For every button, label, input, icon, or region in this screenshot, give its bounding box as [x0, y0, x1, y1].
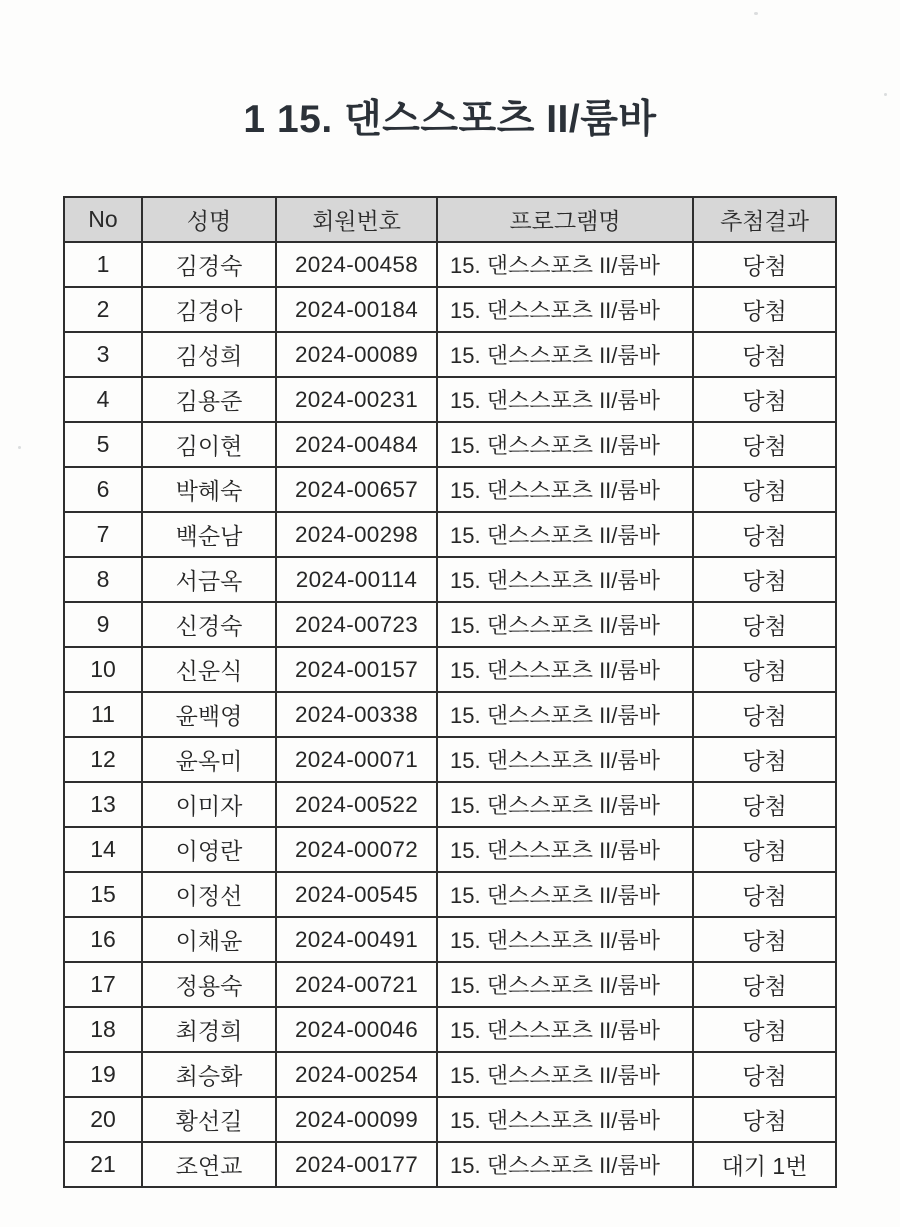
table-cell: 서금옥: [142, 557, 276, 602]
table-cell: 15. 댄스스포츠 II/룸바: [437, 332, 693, 377]
table-cell: 9: [64, 602, 142, 647]
table-cell: 신경숙: [142, 602, 276, 647]
table-cell: 2024-00072: [276, 827, 437, 872]
table-cell: 3: [64, 332, 142, 377]
table-cell: 15. 댄스스포츠 II/룸바: [437, 377, 693, 422]
table-cell: 정용숙: [142, 962, 276, 1007]
table-row: [64, 287, 836, 332]
table-cell: 15: [64, 872, 142, 917]
table-cell: 이미자: [142, 782, 276, 827]
table-cell: 당첨: [693, 602, 836, 647]
table-cell: 13: [64, 782, 142, 827]
table-cell: 15. 댄스스포츠 II/룸바: [437, 242, 693, 287]
table-cell: 김성희: [142, 332, 276, 377]
table-cell: 윤옥미: [142, 737, 276, 782]
column-header: No: [64, 197, 142, 242]
table-cell: 당첨: [693, 962, 836, 1007]
table-cell: 박혜숙: [142, 467, 276, 512]
table-cell: 15. 댄스스포츠 II/룸바: [437, 1142, 693, 1187]
table-cell: 신운식: [142, 647, 276, 692]
table-cell: 당첨: [693, 377, 836, 422]
table-cell: 당첨: [693, 737, 836, 782]
table-row: [64, 1097, 836, 1142]
column-header: 성명: [142, 197, 276, 242]
table-row: [64, 737, 836, 782]
column-header: 프로그램명: [437, 197, 693, 242]
table-cell: 당첨: [693, 647, 836, 692]
table-cell: 윤백영: [142, 692, 276, 737]
table-cell: 15. 댄스스포츠 II/룸바: [437, 602, 693, 647]
table-cell: 15. 댄스스포츠 II/룸바: [437, 872, 693, 917]
table-cell: 2024-00071: [276, 737, 437, 782]
table-cell: 15. 댄스스포츠 II/룸바: [437, 422, 693, 467]
table-cell: 15. 댄스스포츠 II/룸바: [437, 467, 693, 512]
table-cell: 15. 댄스스포츠 II/룸바: [437, 782, 693, 827]
column-header: 회원번호: [276, 197, 437, 242]
table-cell: 당첨: [693, 872, 836, 917]
table-cell: 2: [64, 287, 142, 332]
table-cell: 19: [64, 1052, 142, 1097]
table-cell: 2024-00089: [276, 332, 437, 377]
table-cell: 이정선: [142, 872, 276, 917]
table-cell: 2024-00099: [276, 1097, 437, 1142]
table-cell: 11: [64, 692, 142, 737]
table-cell: 당첨: [693, 467, 836, 512]
table-cell: 당첨: [693, 242, 836, 287]
table-cell: 1: [64, 242, 142, 287]
table-cell: 2024-00458: [276, 242, 437, 287]
table-header-row: [64, 197, 836, 242]
table-cell: 당첨: [693, 332, 836, 377]
table-cell: 12: [64, 737, 142, 782]
lottery-results-table: [63, 196, 837, 1188]
table-cell: 18: [64, 1007, 142, 1052]
table-cell: 15. 댄스스포츠 II/룸바: [437, 1007, 693, 1052]
table-cell: 15. 댄스스포츠 II/룸바: [437, 1052, 693, 1097]
table-cell: 당첨: [693, 1097, 836, 1142]
table-row: [64, 1142, 836, 1187]
table-row: [64, 827, 836, 872]
table-cell: 최승화: [142, 1052, 276, 1097]
table-cell: 15. 댄스스포츠 II/룸바: [437, 917, 693, 962]
scan-speck: [884, 93, 887, 96]
table-cell: 21: [64, 1142, 142, 1187]
table-cell: 2024-00545: [276, 872, 437, 917]
table-cell: 15. 댄스스포츠 II/룸바: [437, 287, 693, 332]
table-row: [64, 692, 836, 737]
table-row: [64, 557, 836, 602]
table-row: [64, 647, 836, 692]
table-row: [64, 377, 836, 422]
table-row: [64, 1007, 836, 1052]
table-cell: 백순남: [142, 512, 276, 557]
table-cell: 2024-00491: [276, 917, 437, 962]
table-cell: 황선길: [142, 1097, 276, 1142]
table-cell: 2024-00231: [276, 377, 437, 422]
table-cell: 김이현: [142, 422, 276, 467]
table-cell: 14: [64, 827, 142, 872]
table-row: [64, 467, 836, 512]
table-cell: 당첨: [693, 827, 836, 872]
table-row: [64, 422, 836, 467]
table-cell: 당첨: [693, 422, 836, 467]
table-cell: 당첨: [693, 1052, 836, 1097]
table-cell: 당첨: [693, 1007, 836, 1052]
column-header: 추첨결과: [693, 197, 836, 242]
table-cell: 2024-00723: [276, 602, 437, 647]
table-cell: 2024-00114: [276, 557, 437, 602]
table-cell: 대기 1번: [693, 1142, 836, 1187]
table-row: [64, 602, 836, 647]
table-row: [64, 512, 836, 557]
scan-speck: [754, 12, 758, 15]
table-cell: 15. 댄스스포츠 II/룸바: [437, 737, 693, 782]
table-cell: 17: [64, 962, 142, 1007]
table-cell: 15. 댄스스포츠 II/룸바: [437, 692, 693, 737]
table-cell: 6: [64, 467, 142, 512]
table-cell: 15. 댄스스포츠 II/룸바: [437, 962, 693, 1007]
table-cell: 15. 댄스스포츠 II/룸바: [437, 1097, 693, 1142]
table-cell: 김경아: [142, 287, 276, 332]
table-cell: 이영란: [142, 827, 276, 872]
table-cell: 15. 댄스스포츠 II/룸바: [437, 512, 693, 557]
table-cell: 2024-00522: [276, 782, 437, 827]
table-cell: 2024-00721: [276, 962, 437, 1007]
table-row: [64, 917, 836, 962]
table-cell: 김용준: [142, 377, 276, 422]
table-cell: 조연교: [142, 1142, 276, 1187]
table-cell: 2024-00046: [276, 1007, 437, 1052]
table-row: [64, 242, 836, 287]
table-row: [64, 872, 836, 917]
table-cell: 2024-00298: [276, 512, 437, 557]
table-cell: 당첨: [693, 512, 836, 557]
table-cell: 최경희: [142, 1007, 276, 1052]
table-cell: 2024-00157: [276, 647, 437, 692]
table-cell: 15. 댄스스포츠 II/룸바: [437, 827, 693, 872]
table-cell: 당첨: [693, 692, 836, 737]
table-cell: 당첨: [693, 287, 836, 332]
table-row: [64, 332, 836, 377]
table-row: [64, 782, 836, 827]
table-cell: 2024-00484: [276, 422, 437, 467]
table-cell: 2024-00657: [276, 467, 437, 512]
table-cell: 당첨: [693, 917, 836, 962]
table-cell: 당첨: [693, 782, 836, 827]
table-cell: 2024-00177: [276, 1142, 437, 1187]
table-cell: 김경숙: [142, 242, 276, 287]
table-cell: 4: [64, 377, 142, 422]
table-cell: 20: [64, 1097, 142, 1142]
table-body: [64, 242, 836, 1187]
table-cell: 2024-00254: [276, 1052, 437, 1097]
table-cell: 15. 댄스스포츠 II/룸바: [437, 557, 693, 602]
table-cell: 2024-00184: [276, 287, 437, 332]
table-cell: 10: [64, 647, 142, 692]
table-cell: 15. 댄스스포츠 II/룸바: [437, 647, 693, 692]
table-row: [64, 962, 836, 1007]
table-cell: 16: [64, 917, 142, 962]
table-cell: 5: [64, 422, 142, 467]
table-cell: 당첨: [693, 557, 836, 602]
table-cell: 8: [64, 557, 142, 602]
table-cell: 이채윤: [142, 917, 276, 962]
table-cell: 2024-00338: [276, 692, 437, 737]
scan-speck: [18, 446, 21, 449]
table-cell: 7: [64, 512, 142, 557]
page-title: 1 15. 댄스스포츠 II/룸바: [243, 98, 657, 141]
table-row: [64, 1052, 836, 1097]
